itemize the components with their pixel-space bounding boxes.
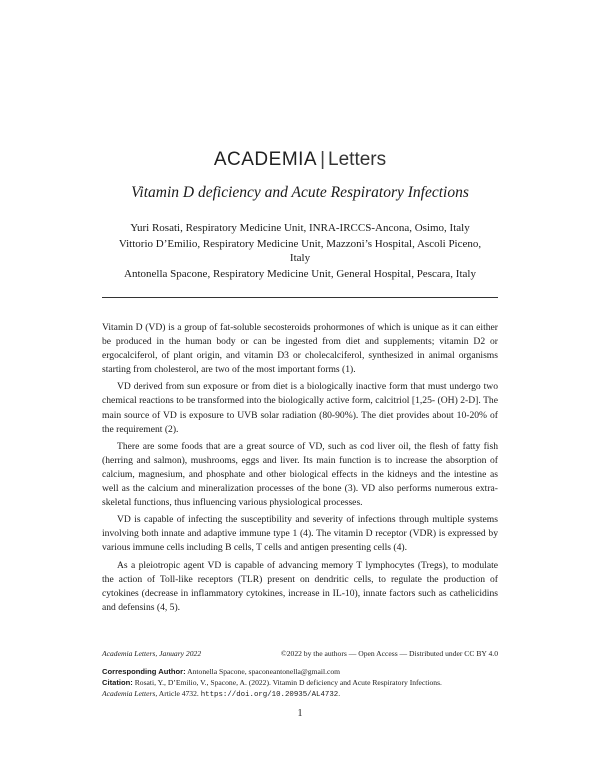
- license-info: ©2022 by the authors — Open Access — Distributed under CC BY 4.0: [280, 649, 498, 658]
- author-line: Vittorio D’Emilio, Respiratory Medicine Unit, Mazzoni’s Hospital, Ascoli Piceno,: [118, 237, 482, 250]
- doi-link[interactable]: https://doi.org/10.20935/AL4732: [200, 691, 339, 699]
- citation-end: .: [338, 689, 341, 698]
- logo-separator: |: [320, 149, 326, 170]
- academia-letters-logo: [0, 148, 600, 172]
- body-paragraph: As a pleiotropic agent VD is capable of advancing memory T lymphocytes (Tregs), to modulate the action of Toll-like receptors (TLR) present on dendritic cells, to regulate the production of cytokines (decrease in inflammatory cytokines, increase in IL-10), innate factors such as cathelicidins and defensins (4, 5).: [102, 559, 498, 613]
- author-line: Italy: [289, 252, 311, 264]
- author-line: Antonella Spacone, Respiratory Medicine Unit, General Hospital, Pescara, Italy: [124, 267, 476, 280]
- body-paragraph: VD derived from sun exposure or from diet is a biologically inactive form that must undergo two chemical reactions to be transformed into the biologically active form, calcitriol [1,25- (OH) 2-D]. The main source of VD is exposure to UVB solar radiation (80-90%). The diet provides about 10-20% of the requirement (2).: [102, 381, 498, 435]
- body-paragraph: Vitamin D (VD) is a group of fat-soluble secosteroids prohormones of which is unique as it can either be produced in the human body or can be ingested from diet and supplements; vitamin D2 or ergocalciferol, of plant origin, and vitamin D3 or cholecalciferol, synthesized in animal organisms starting from cholesterol, are two of the most important forms (1).: [102, 322, 498, 376]
- corresponding-author: [102, 666, 498, 677]
- corresponding-label: Corresponding Author:: [102, 667, 186, 676]
- article-body: [102, 321, 498, 618]
- citation: [102, 677, 498, 701]
- section-name: Letters: [328, 149, 387, 170]
- citation-label: Citation:: [102, 678, 133, 687]
- page-number: 1: [297, 708, 303, 719]
- corresponding-value: Antonella Spacone, spaconeantonella@gmail.com: [187, 667, 341, 676]
- issue-info: Academia Letters, January 2022: [102, 649, 202, 658]
- citation-article: , Article 4732.: [155, 689, 199, 698]
- author-line: Yuri Rosati, Respiratory Medicine Unit, INRA-IRCCS-Ancona, Osimo, Italy: [130, 222, 470, 234]
- author-list: [100, 221, 500, 281]
- article-title: Vitamin D deficiency and Acute Respiratory Infections: [131, 184, 469, 201]
- page-footer: [102, 648, 498, 701]
- header-divider: [102, 297, 498, 298]
- body-paragraph: There are some foods that are a great source of VD, such as cod liver oil, the flesh of fatty fish (herring and salmon), mushrooms, eggs and liver. Its main function is to increase the absorption of calcium, magnesium, and phosphate and other biological effects in the kidneys and the intestine as well as the calcium and mineralization processes of the bone (3). VD also performs numerous extra-skeletal functions, thus influencing various physiological processes.: [102, 440, 498, 509]
- citation-journal: Academia Letters: [102, 689, 156, 698]
- brand-name: ACADEMIA: [213, 149, 318, 170]
- citation-value: Rosati, Y., D’Emilio, V., Spacone, A. (2022). Vitamin D deficiency and Acute Respiratory Infections.: [134, 678, 442, 687]
- body-paragraph: VD is capable of infecting the susceptibility and severity of infections through multiple systems involving both innate and adaptive immune type 1 (4). The vitamin D receptor (VDR) is expressed by various immune cells including B cells, T cells and antigen presenting cells (4).: [102, 514, 498, 554]
